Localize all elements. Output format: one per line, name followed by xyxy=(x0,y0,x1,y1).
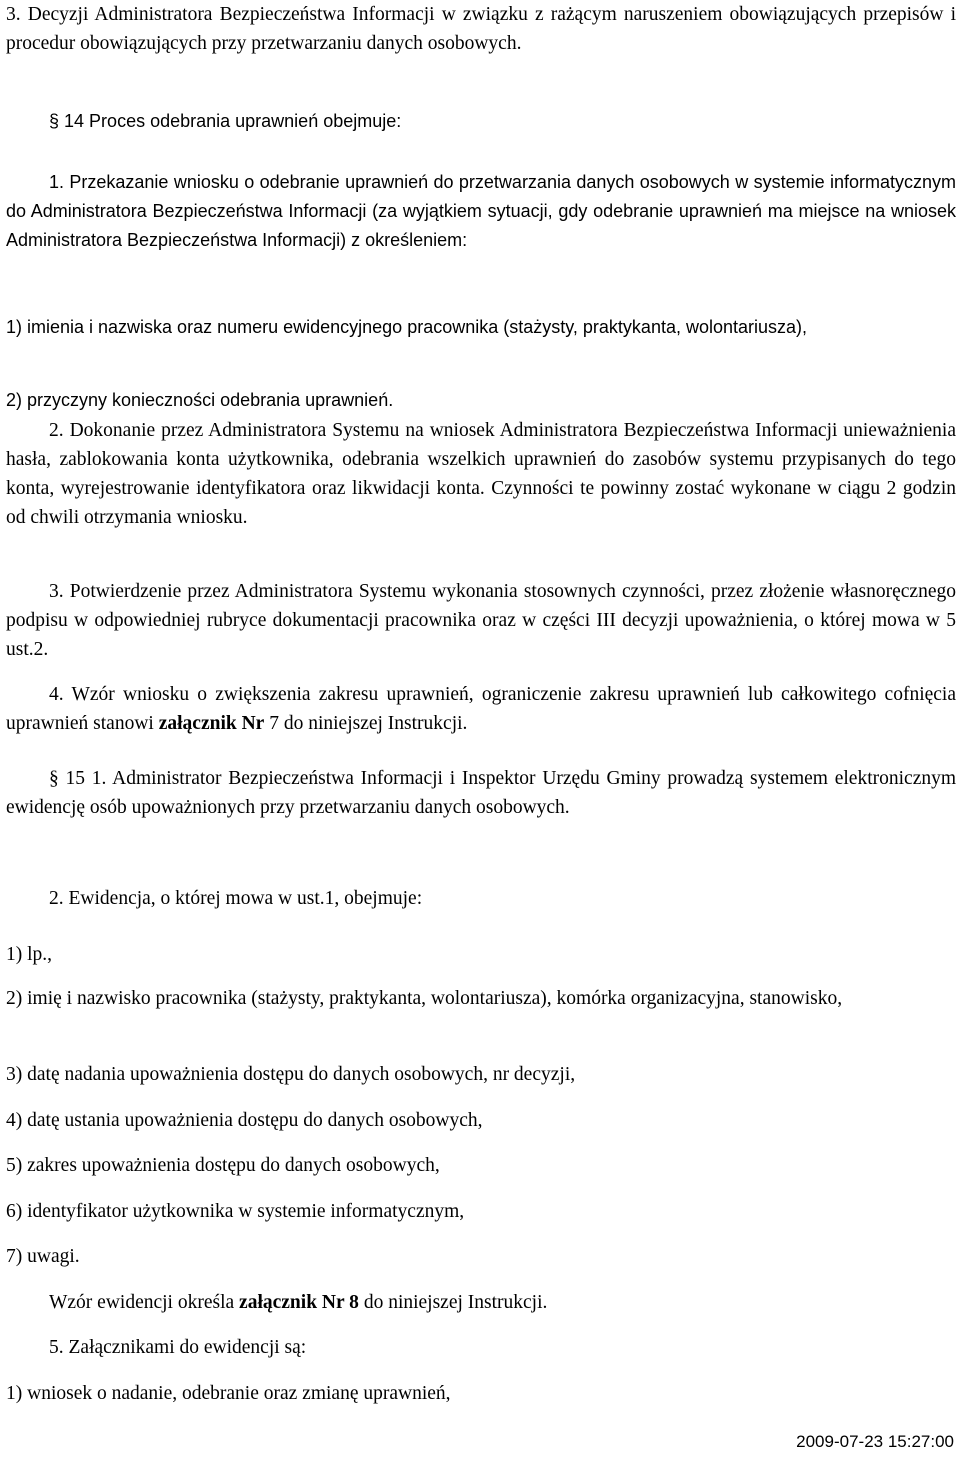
paragraph-4 xyxy=(6,680,956,738)
list-item: 5) zakres upoważnienia dostępu do danych osobowych, xyxy=(6,1155,440,1176)
list-item: 4) datę ustania upoważnienia dostępu do danych osobowych, xyxy=(6,1110,483,1131)
paragraph-2: 2. Dokonanie przez Administratora Systemu na wniosek Administratora Bezpieczeństwa Informacji unieważnienia hasła, zablokowania konta użytkownika, odebrania wszelkich uprawnień do zasobów systemu przypisanych do tego konta, wyrejestrowanie identyfikatora oraz likwidacji konta. Czynności te powinny zostać wykonane w ciągu 2 godzin od chwili otrzymania wniosku. xyxy=(6,420,956,528)
section-sign-icon: § xyxy=(49,111,60,131)
paragraph-1-item-2: 2) przyczyny konieczności odebrania uprawnień. xyxy=(6,390,394,410)
section-15-paragraph-1 xyxy=(6,764,956,822)
wzor-ewidencji-attachment-ref: załącznik Nr 8 xyxy=(239,1292,359,1313)
paragraph-3: 3. Potwierdzenie przez Administratora Systemu wykonania stosownych czynności, przez złożenie własnoręcznego podpisu w odpowiedniej rubryce dokumentacji pracownika oraz w części III decyzji upoważnienia, o której mowa w 5 ust.2. xyxy=(6,581,956,660)
list-item: 7) uwagi. xyxy=(6,1246,80,1267)
paragraph-5-item-1: 1) wniosek o nadanie, odebranie oraz zmianę uprawnień, xyxy=(6,1383,451,1404)
list-item: 1) lp., xyxy=(6,944,53,965)
paragraph-4-attachment-ref: załącznik Nr xyxy=(158,713,265,734)
item-3-decyzji: 3. Decyzji Administratora Bezpieczeństwa Informacji w związku z rażącym naruszeniem obowiązujących przepisów i procedur obowiązujących przy przetwarzaniu danych osobowych. xyxy=(6,4,956,54)
footer-timestamp: 2009-07-23 15:27:00 xyxy=(796,1432,954,1451)
paragraph-5: 5. Załącznikami do ewidencji są: xyxy=(49,1337,307,1358)
list-item: 3) datę nadania upoważnienia dostępu do danych osobowych, nr decyzji, xyxy=(6,1064,576,1085)
wzor-ewidencji-text-a: Wzór ewidencji określa xyxy=(49,1292,240,1313)
list-item: 6) identyfikator użytkownika w systemie informatycznym, xyxy=(6,1201,465,1222)
paragraph-1: 1. Przekazanie wniosku o odebranie uprawnień do przetwarzania danych osobowych w systemie informatycznym do Administratora Bezpieczeństwa Informacji (za wyjątkiem sytuacji, gdy odebranie uprawnień ma miejsce na wniosek Administratora Bezpieczeństwa Informacji) z określeniem: xyxy=(6,172,956,250)
paragraph-4-text-b: 7 do niniejszej Instrukcji. xyxy=(264,713,468,734)
section-15-paragraph-1-text: 15 1. Administrator Bezpieczeństwa Informacji i Inspektor Urzędu Gminy prowadzą systemem elektronicznym ewidencję osób upoważnionych przy przetwarzaniu danych osobowych. xyxy=(6,768,957,818)
section-sign-icon: § xyxy=(49,768,66,789)
list-item: 2) imię i nazwisko pracownika (stażysty, praktykanta, wolontariusza), komórka organizacyjna, stanowisko, xyxy=(6,988,843,1009)
paragraph-4-text-a: 4. Wzór wniosku o zwiększenia zakresu uprawnień, ograniczenie zakresu uprawnień lub całkowitego cofnięcia uprawnień stanowi xyxy=(6,684,956,734)
section-15-paragraph-2: 2. Ewidencja, o której mowa w ust.1, obejmuje: xyxy=(49,888,423,909)
section-14-title xyxy=(49,107,949,136)
wzor-ewidencji-text-b: do niniejszej Instrukcji. xyxy=(358,1292,548,1313)
paragraph-1-item-1: 1) imienia i nazwiska oraz numeru ewidencyjnego pracownika (stażysty, praktykanta, wolontariusza), xyxy=(6,317,808,337)
section-14-title-text: 14 Proces odebrania uprawnień obejmuje: xyxy=(64,111,402,131)
wzor-ewidencji xyxy=(49,1288,949,1317)
